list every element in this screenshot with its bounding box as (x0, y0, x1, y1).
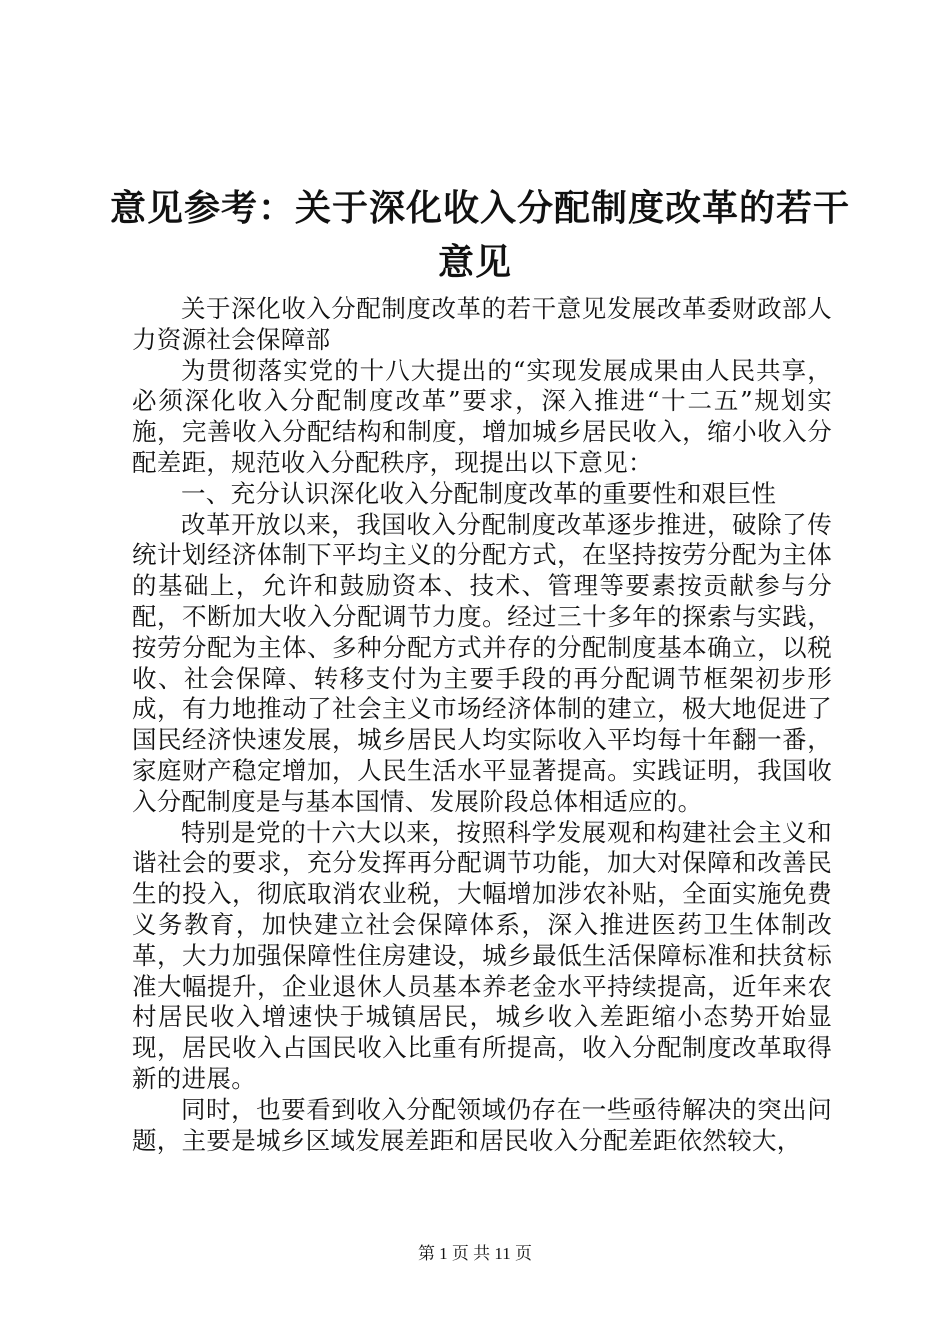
paragraph-since-16th-congress: 特别是党的十六大以来，按照科学发展观和构建社会主义和谐社会的要求，充分发挥再分配调节功能，加大对保障和改善民生的投入，彻底取消农业税，大幅增加涉农补贴，全面实施免费义务教育，加快建立社会保障体系，深入推进医药卫生体制改革，大力加强保障性住房建设，城乡最低生活保障标准和扶贫标准大幅提升，企业退休人员基本养老金水平持续提高，近年来农村居民收入增速快于城镇居民，城乡收入差距缩小态势开始显现，居民收入占国民收入比重有所提高，收入分配制度改革取得新的进展。 (132, 817, 832, 1093)
document-title-line-2: 意见 (437, 241, 512, 283)
paragraph-issuers: 关于深化收入分配制度改革的若干意见发展改革委财政部人力资源社会保障部 (132, 294, 832, 354)
paragraph-intro: 为贯彻落实党的十八大提出的“实现发展成果由人民共享，必须深化收入分配制度改革”要求，深入推进“十二五”规划实施，完善收入分配结构和制度，增加城乡居民收入，缩小收入分配差距，规范收入分配秩序，现提出以下意见： (132, 355, 832, 477)
document-title-line-1: 意见参考：关于深化收入分配制度改革的若干 (110, 187, 851, 229)
page-number: 第 1 页 共 11 页 (417, 1244, 533, 1263)
paragraph-reform-history: 改革开放以来，我国收入分配制度改革逐步推进，破除了传统计划经济体制下平均主义的分配方式，在坚持按劳分配为主体的基础上，允许和鼓励资本、技术、管理等要素按贡献参与分配，不断加大收入分配调节力度。经过三十多年的探索与实践，按劳分配为主体、多种分配方式并存的分配制度基本确立，以税收、社会保障、转移支付为主要手段的再分配调节框架初步形成，有力地推动了社会主义市场经济体制的建立，极大地促进了国民经济快速发展，城乡居民人均实际收入平均每十年翻一番，家庭财产稳定增加，人民生活水平显著提高。实践证明，我国收入分配制度是与基本国情、发展阶段总体相适应的。 (132, 509, 832, 816)
section-heading-1: 一、充分认识深化收入分配制度改革的重要性和艰巨性 (181, 478, 777, 508)
paragraph-problems: 同时，也要看到收入分配领域仍存在一些亟待解决的突出问题，主要是城乡区域发展差距和居民收入分配差距依然较大， (132, 1094, 832, 1155)
document-body (132, 294, 832, 1156)
